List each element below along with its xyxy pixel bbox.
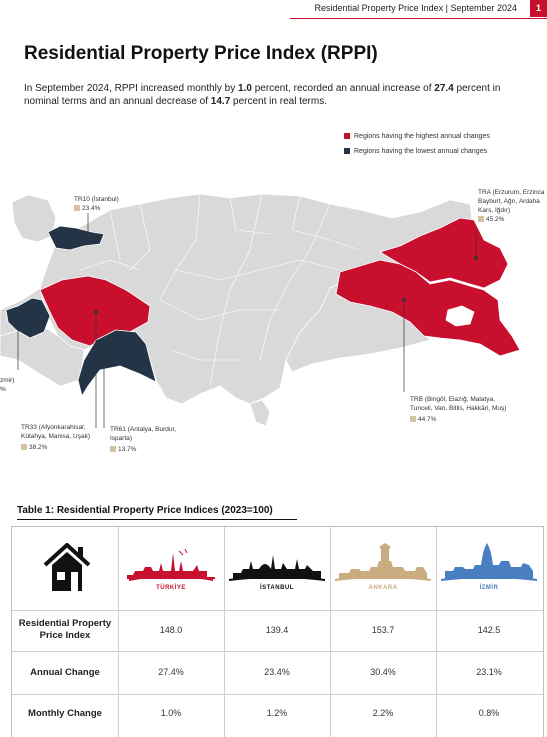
- city-name: İZMİR: [479, 585, 499, 591]
- callout-trb: [410, 395, 506, 424]
- summary-text: percent in nominal terms and an annual decrease of: [24, 83, 501, 107]
- cell-annual-izmir: 23.1%: [476, 667, 502, 677]
- callout-tr33: [21, 423, 90, 452]
- izmir-skyline-icon: [441, 541, 537, 583]
- price-index-table: [11, 526, 544, 737]
- callout-label: Tunceli, Van, Bitlis, Hakkâri, Muş): [410, 405, 507, 412]
- summary-paragraph: [24, 82, 524, 108]
- callout-label: Bayburt, Ağrı, Ardaha: [478, 198, 540, 205]
- cell-index-izmir: 142.5: [477, 625, 501, 635]
- city-label-istanbul: [225, 585, 329, 591]
- city-label-ankara: [331, 585, 435, 591]
- annual-nominal-value: 27.4: [434, 83, 454, 94]
- value-text: 45.2%: [486, 216, 505, 223]
- callout-tra: [478, 188, 547, 224]
- page-title: Residential Property Price Index (RPPI): [24, 43, 378, 64]
- table-title: Table 1: Residential Property Price Indices (2023=100): [17, 505, 273, 516]
- summary-text: In September 2024, RPPI increased monthly by: [24, 83, 239, 94]
- city-label-turkiye: [119, 585, 223, 591]
- city-name: TÜRKİYE: [156, 585, 186, 591]
- callout-tr31: [0, 376, 14, 394]
- callout-label: Kars, Iğdır): [478, 207, 511, 214]
- ankara-skyline-icon: [335, 541, 431, 583]
- cell-annual-turkiye: 27.4%: [158, 667, 184, 677]
- table-title-rule: [17, 519, 297, 520]
- legend-item-lowest: [344, 148, 487, 155]
- cell-annual-istanbul: 23.4%: [264, 667, 290, 677]
- cell-monthly-istanbul: 1.2%: [266, 708, 288, 718]
- cell-monthly-izmir: 0.8%: [478, 708, 500, 718]
- page-number: 1: [530, 0, 547, 17]
- value-text: 23.4%: [82, 205, 101, 212]
- annual-real-value: 14.7: [210, 96, 231, 107]
- turkiye-skyline-icon: [123, 547, 219, 583]
- legend-swatch-navy: [344, 148, 350, 154]
- cell-annual-ankara: 30.4%: [370, 667, 396, 677]
- map-region-hatay: [250, 400, 270, 426]
- summary-text: percent in real terms.: [230, 96, 327, 107]
- istanbul-skyline-icon: [229, 547, 325, 583]
- legend-label: Regions having the lowest annual changes: [354, 148, 488, 155]
- summary-text: percent, recorded an annual increase of: [251, 83, 435, 94]
- house-icon: [42, 541, 92, 593]
- callout-value: [74, 204, 100, 213]
- running-header: Residential Property Price Index | September 2024: [314, 3, 517, 13]
- callout-label: Isparta): [110, 435, 133, 442]
- legend-label: Regions having the highest annual changes: [354, 133, 490, 140]
- callout-label: zmir): [0, 377, 15, 384]
- callout-label: TR61 (Antalya, Burdur,: [110, 426, 177, 433]
- header-rule: [290, 18, 547, 19]
- legend-item-highest: [344, 133, 490, 140]
- callout-label: TRA (Erzurum, Erzinca: [478, 189, 545, 196]
- row-label-annual: Annual Change: [30, 667, 100, 678]
- value-text: %: [0, 386, 6, 393]
- cell-index-turkiye: 148.0: [159, 625, 183, 635]
- callout-tr61: [110, 425, 176, 454]
- callout-label: Kütahya, Manisa, Uşak): [21, 433, 91, 440]
- cell-monthly-turkiye: 1.0%: [160, 708, 182, 718]
- callout-value: [21, 443, 47, 452]
- callout-label: TR10 (İstanbul): [74, 196, 119, 203]
- callout-label: TRB (Bingöl, Elazığ, Malatya,: [410, 396, 495, 403]
- city-label-izmir: [437, 585, 541, 591]
- cell-index-ankara: 153.7: [371, 625, 395, 635]
- monthly-change-value: 1.0: [238, 83, 252, 94]
- city-name: İSTANBUL: [260, 585, 294, 591]
- cell-monthly-ankara: 2.2%: [372, 708, 394, 718]
- cell-index-istanbul: 139.4: [265, 625, 289, 635]
- callout-value: [478, 215, 504, 224]
- callout-label: TR33 (Afyonkarahisar,: [21, 424, 86, 431]
- row-label-index: Residential Property Price Index: [18, 618, 112, 641]
- value-text: 44.7%: [418, 416, 437, 423]
- legend-swatch-red: [344, 133, 350, 139]
- value-text: 38.2%: [29, 444, 48, 451]
- value-text: 13.7%: [118, 446, 137, 453]
- callout-value: [410, 415, 436, 424]
- callout-tr10: [74, 195, 119, 213]
- callout-value: [110, 445, 136, 454]
- city-name: ANKARA: [368, 585, 398, 591]
- row-label-monthly: Monthly Change: [28, 708, 102, 719]
